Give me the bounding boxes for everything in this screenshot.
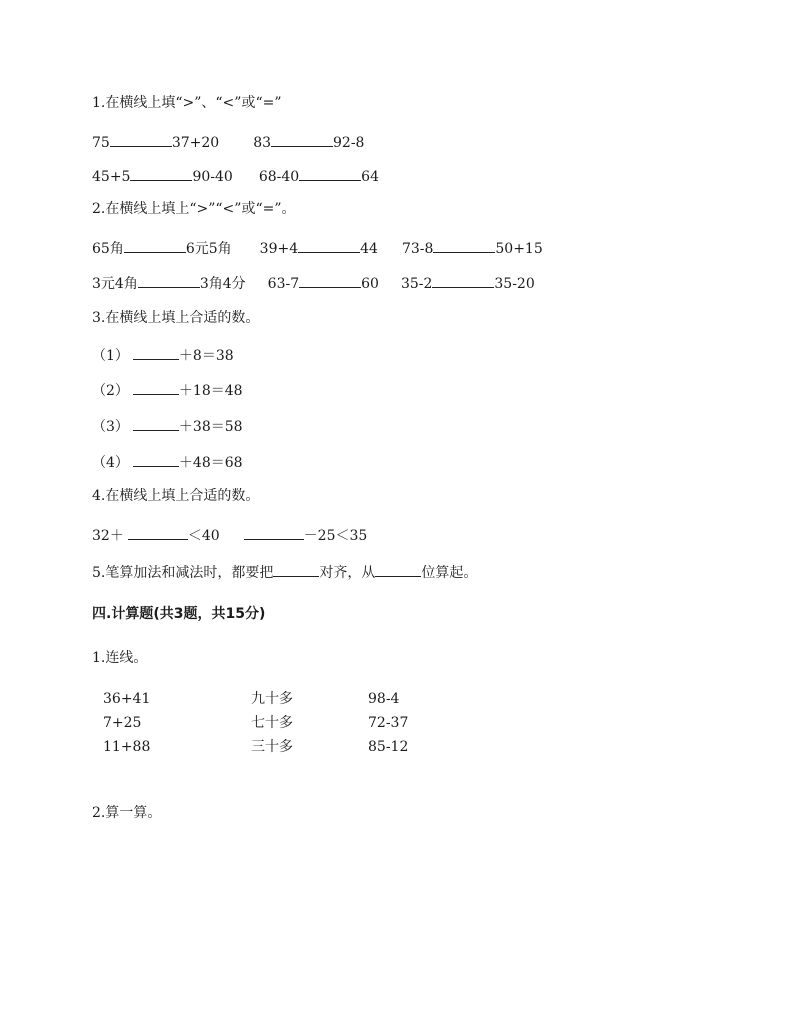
answer-blank[interactable] <box>298 238 360 253</box>
question-3-item-4 <box>92 452 243 472</box>
answer-blank[interactable] <box>271 132 333 147</box>
item-number: （3） <box>92 419 129 435</box>
expr: 92-8 <box>333 135 365 151</box>
answer-blank[interactable] <box>130 166 192 181</box>
match-right-3[interactable]: 85-12 <box>368 739 409 755</box>
expr: 75 <box>92 135 110 151</box>
question-1-title: 1.在横线上填“>”、“<”或“=” <box>92 95 282 111</box>
calc-1-title: 1.连线。 <box>92 650 148 666</box>
expr: 73-8 <box>401 241 434 257</box>
answer-blank[interactable] <box>110 132 172 147</box>
expr: 45+5 <box>92 169 131 185</box>
answer-blank[interactable] <box>133 345 179 360</box>
expr: 63-7 <box>267 276 300 292</box>
answer-blank[interactable] <box>433 238 495 253</box>
question-3-item-1 <box>92 345 234 365</box>
item-number: （4） <box>92 455 129 471</box>
equation: ＋18＝48 <box>178 383 243 399</box>
item-number: （2） <box>92 383 129 399</box>
expr: 68-40 <box>258 169 300 185</box>
question-1-row-1 <box>92 132 364 152</box>
expr: 3元4角 <box>92 276 138 292</box>
text: 5.笔算加法和减法时，都要把 <box>92 565 274 581</box>
question-2-row-2 <box>92 273 535 293</box>
answer-blank[interactable] <box>299 273 361 288</box>
expr: 65角 <box>92 241 124 257</box>
question-2-row-1 <box>92 238 543 258</box>
calc-2-title: 2.算一算。 <box>92 805 162 821</box>
equation: ＋8＝38 <box>178 348 234 364</box>
question-3-item-2 <box>92 380 243 400</box>
match-right-2[interactable]: 72-37 <box>368 715 409 731</box>
equation: ＋48＝68 <box>178 455 243 471</box>
match-right-1[interactable]: 98-4 <box>368 691 400 707</box>
text: 对齐，从 <box>319 565 376 581</box>
expr: 3角4分 <box>199 276 246 292</box>
expr: －25＜35 <box>303 528 368 544</box>
answer-blank[interactable] <box>133 452 179 467</box>
answer-blank[interactable] <box>432 273 494 288</box>
answer-blank[interactable] <box>299 166 361 181</box>
item-number: （1） <box>92 348 129 364</box>
answer-blank[interactable] <box>133 380 179 395</box>
match-middle-3[interactable]: 三十多 <box>251 739 293 755</box>
question-3-item-3 <box>92 416 243 436</box>
expr: 90-40 <box>192 169 233 185</box>
answer-blank[interactable] <box>133 416 179 431</box>
answer-blank[interactable] <box>244 525 304 540</box>
answer-blank[interactable] <box>128 525 188 540</box>
question-2-title: 2.在横线上填上“>”“<”或“=”。 <box>92 201 296 217</box>
expr: 39+4 <box>259 241 299 257</box>
match-left-3[interactable]: 11+88 <box>103 739 151 755</box>
answer-blank[interactable] <box>138 273 200 288</box>
expr: 44 <box>360 241 378 257</box>
question-3-title: 3.在横线上填上合适的数。 <box>92 310 260 326</box>
equation: ＋38＝58 <box>178 419 243 435</box>
expr: 32＋ <box>92 528 124 544</box>
match-middle-1[interactable]: 九十多 <box>251 691 293 707</box>
expr: 83 <box>253 135 272 151</box>
expr: 50+15 <box>495 241 543 257</box>
answer-blank[interactable] <box>375 562 421 577</box>
question-5 <box>92 562 477 582</box>
match-left-2[interactable]: 7+25 <box>103 715 142 731</box>
expr: 6元5角 <box>185 241 232 257</box>
question-4-row <box>92 525 367 545</box>
expr: 37+20 <box>171 135 220 151</box>
match-left-1[interactable]: 36+41 <box>103 691 151 707</box>
expr: 35-20 <box>494 276 535 292</box>
expr: ＜40 <box>187 528 220 544</box>
match-middle-2[interactable]: 七十多 <box>251 715 293 731</box>
text: 位算起。 <box>421 565 478 581</box>
expr: 60 <box>361 276 379 292</box>
question-4-title: 4.在横线上填上合适的数。 <box>92 488 260 504</box>
expr: 35-2 <box>400 276 433 292</box>
expr: 64 <box>361 169 379 185</box>
answer-blank[interactable] <box>124 238 186 253</box>
section-4-heading: 四.计算题(共3题，共15分) <box>92 606 266 622</box>
question-1-row-2 <box>92 166 379 186</box>
answer-blank[interactable] <box>273 562 319 577</box>
